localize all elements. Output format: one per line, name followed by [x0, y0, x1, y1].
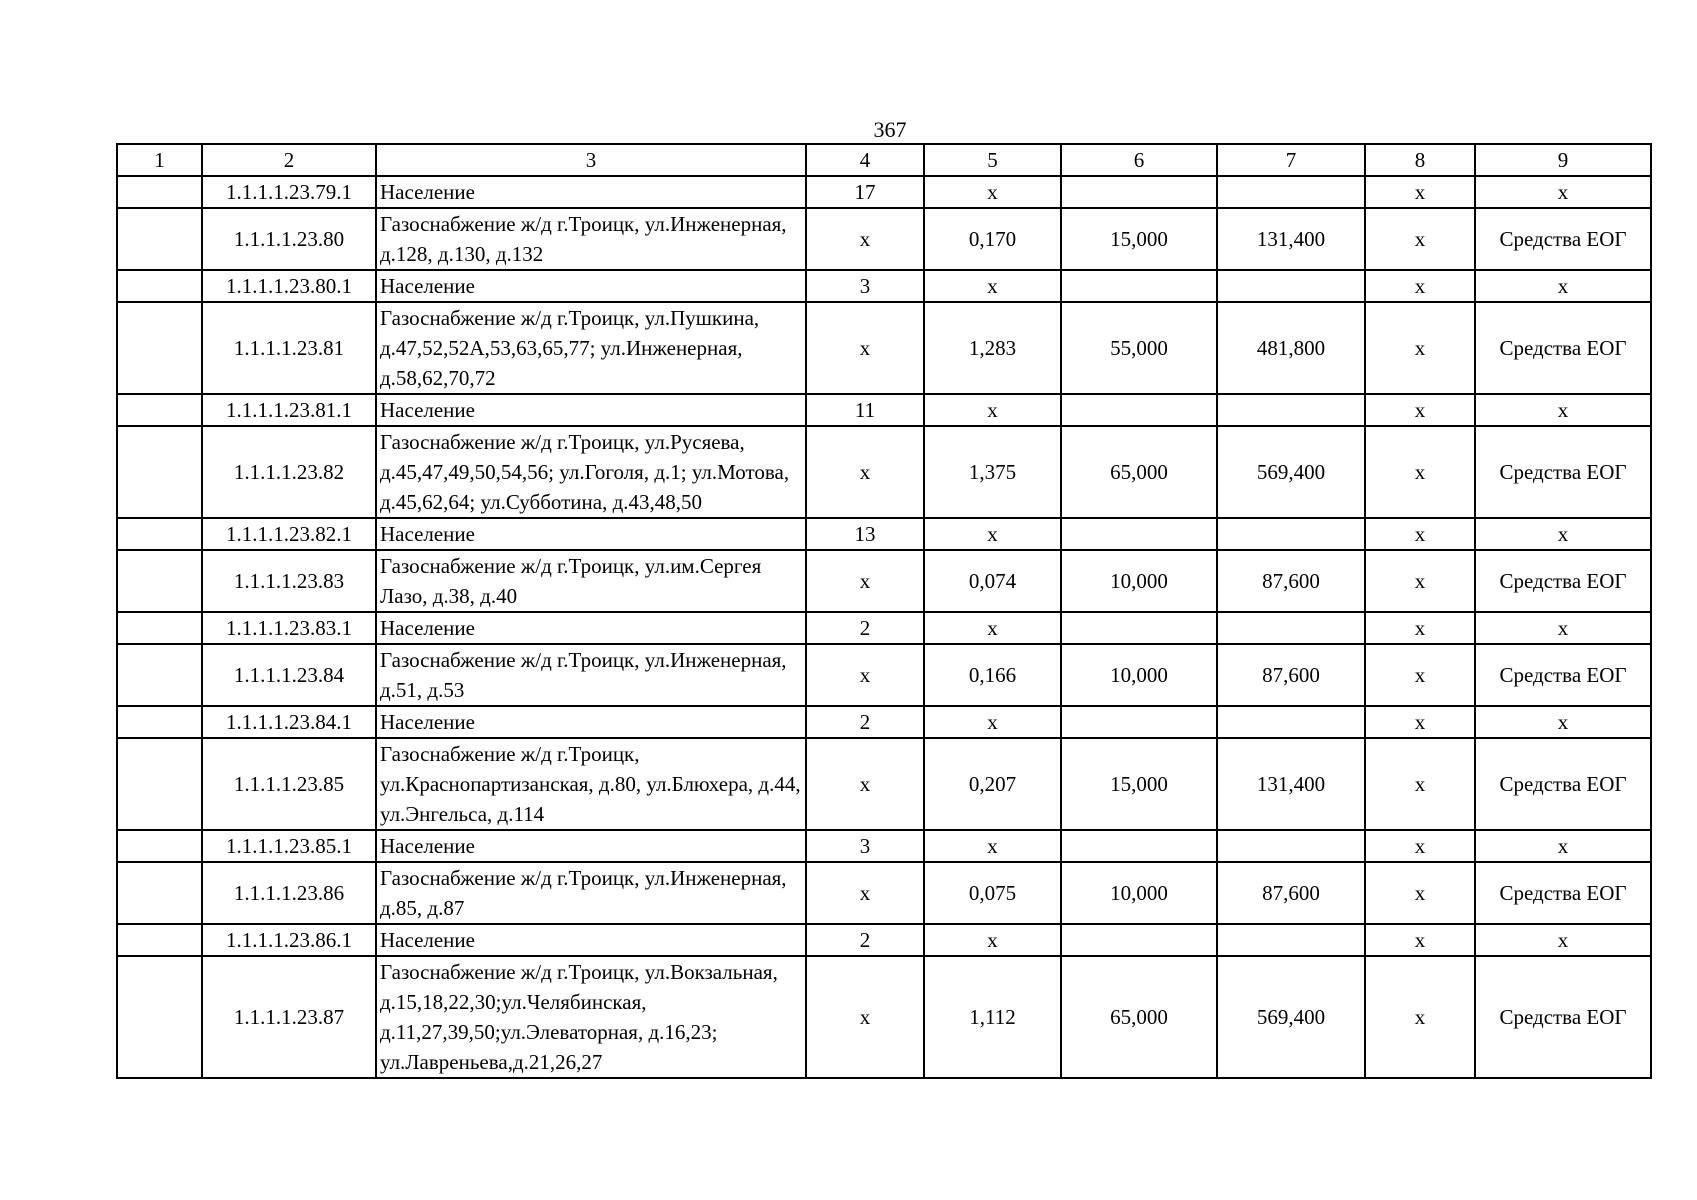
col4-cell: х: [806, 302, 924, 394]
col5-cell: х: [924, 270, 1061, 302]
header-cell: 3: [376, 144, 806, 176]
description-cell: Газоснабжение ж/д г.Троицк, ул.им.Сергея Лазо, д.38, д.40: [376, 550, 806, 612]
row-number-cell: [117, 706, 202, 738]
description-cell: Население: [376, 706, 806, 738]
description-cell: Население: [376, 924, 806, 956]
code-cell: 1.1.1.1.23.83.1: [202, 612, 376, 644]
funding-cell: х: [1475, 830, 1651, 862]
col8-cell: х: [1365, 956, 1475, 1078]
col5-cell: х: [924, 518, 1061, 550]
col7-cell: 87,600: [1217, 644, 1365, 706]
col6-cell: 65,000: [1061, 956, 1217, 1078]
col8-cell: х: [1365, 208, 1475, 270]
col7-cell: [1217, 924, 1365, 956]
code-cell: 1.1.1.1.23.80.1: [202, 270, 376, 302]
col6-cell: 65,000: [1061, 426, 1217, 518]
code-cell: 1.1.1.1.23.85.1: [202, 830, 376, 862]
table-row: [117, 394, 1651, 426]
table-row: [117, 270, 1651, 302]
col6-cell: [1061, 924, 1217, 956]
col4-cell: х: [806, 738, 924, 830]
code-cell: 1.1.1.1.23.84.1: [202, 706, 376, 738]
col6-cell: 15,000: [1061, 208, 1217, 270]
funding-cell: х: [1475, 270, 1651, 302]
col5-cell: х: [924, 612, 1061, 644]
table-row: [117, 612, 1651, 644]
col8-cell: х: [1365, 394, 1475, 426]
row-number-cell: [117, 738, 202, 830]
col8-cell: х: [1365, 302, 1475, 394]
col7-cell: [1217, 270, 1365, 302]
row-number-cell: [117, 830, 202, 862]
col6-cell: [1061, 270, 1217, 302]
header-row: [117, 144, 1651, 176]
col4-cell: 2: [806, 612, 924, 644]
col7-cell: 131,400: [1217, 738, 1365, 830]
description-cell: Население: [376, 830, 806, 862]
page-number: 367: [873, 117, 907, 142]
col6-cell: 10,000: [1061, 644, 1217, 706]
col4-cell: 3: [806, 270, 924, 302]
funding-cell: х: [1475, 706, 1651, 738]
col4-cell: х: [806, 644, 924, 706]
col7-cell: 569,400: [1217, 956, 1365, 1078]
col8-cell: х: [1365, 550, 1475, 612]
code-cell: 1.1.1.1.23.82: [202, 426, 376, 518]
col8-cell: х: [1365, 830, 1475, 862]
table-body: [117, 144, 1651, 1078]
table-row: [117, 924, 1651, 956]
col6-cell: 10,000: [1061, 550, 1217, 612]
description-cell: Население: [376, 394, 806, 426]
header-cell: 8: [1365, 144, 1475, 176]
col6-cell: 55,000: [1061, 302, 1217, 394]
col7-cell: 569,400: [1217, 426, 1365, 518]
row-number-cell: [117, 208, 202, 270]
table-row: [117, 956, 1651, 1078]
description-cell: Газоснабжение ж/д г.Троицк, ул.Вокзальная, д.15,18,22,30;ул.Челябинская, д.11,27,39,50;ул.Элеваторная, д.16,23; ул.Лавреньева,д.21,26,27: [376, 956, 806, 1078]
col7-cell: [1217, 830, 1365, 862]
col7-cell: [1217, 176, 1365, 208]
col5-cell: 0,075: [924, 862, 1061, 924]
code-cell: 1.1.1.1.23.83: [202, 550, 376, 612]
col5-cell: х: [924, 706, 1061, 738]
col6-cell: [1061, 176, 1217, 208]
col4-cell: х: [806, 862, 924, 924]
funding-cell: Средства ЕОГ: [1475, 302, 1651, 394]
header-cell: 1: [117, 144, 202, 176]
description-cell: Население: [376, 518, 806, 550]
col5-cell: х: [924, 830, 1061, 862]
row-number-cell: [117, 550, 202, 612]
row-number-cell: [117, 612, 202, 644]
col5-cell: х: [924, 924, 1061, 956]
description-cell: Население: [376, 270, 806, 302]
row-number-cell: [117, 394, 202, 426]
funding-cell: Средства ЕОГ: [1475, 738, 1651, 830]
description-cell: Газоснабжение ж/д г.Троицк, ул.Инженерная, д.51, д.53: [376, 644, 806, 706]
description-cell: Газоснабжение ж/д г.Троицк, ул.Краснопартизанская, д.80, ул.Блюхера, д.44, ул.Энгельса, д.114: [376, 738, 806, 830]
funding-cell: х: [1475, 394, 1651, 426]
funding-cell: Средства ЕОГ: [1475, 956, 1651, 1078]
description-cell: Население: [376, 176, 806, 208]
row-number-cell: [117, 924, 202, 956]
col7-cell: 131,400: [1217, 208, 1365, 270]
col6-cell: [1061, 518, 1217, 550]
col5-cell: х: [924, 176, 1061, 208]
col4-cell: 3: [806, 830, 924, 862]
col7-cell: 87,600: [1217, 550, 1365, 612]
col5-cell: 0,166: [924, 644, 1061, 706]
header-cell: 2: [202, 144, 376, 176]
header-cell: 9: [1475, 144, 1651, 176]
col5-cell: 0,074: [924, 550, 1061, 612]
col8-cell: х: [1365, 738, 1475, 830]
row-number-cell: [117, 644, 202, 706]
col8-cell: х: [1365, 612, 1475, 644]
code-cell: 1.1.1.1.23.79.1: [202, 176, 376, 208]
table-row: [117, 518, 1651, 550]
col8-cell: х: [1365, 270, 1475, 302]
description-cell: Газоснабжение ж/д г.Троицк, ул.Инженерная, д.128, д.130, д.132: [376, 208, 806, 270]
code-cell: 1.1.1.1.23.81.1: [202, 394, 376, 426]
row-number-cell: [117, 426, 202, 518]
data-table: [116, 143, 1652, 1079]
col4-cell: 2: [806, 924, 924, 956]
code-cell: 1.1.1.1.23.87: [202, 956, 376, 1078]
code-cell: 1.1.1.1.23.86.1: [202, 924, 376, 956]
col4-cell: 11: [806, 394, 924, 426]
col8-cell: х: [1365, 644, 1475, 706]
funding-cell: Средства ЕОГ: [1475, 644, 1651, 706]
col4-cell: 2: [806, 706, 924, 738]
description-cell: Газоснабжение ж/д г.Троицк, ул.Пушкина, д.47,52,52А,53,63,65,77; ул.Инженерная, д.58,62,70,72: [376, 302, 806, 394]
table-row: [117, 706, 1651, 738]
col4-cell: х: [806, 208, 924, 270]
col6-cell: [1061, 394, 1217, 426]
row-number-cell: [117, 518, 202, 550]
col8-cell: х: [1365, 518, 1475, 550]
col5-cell: 1,283: [924, 302, 1061, 394]
header-cell: 5: [924, 144, 1061, 176]
col7-cell: 481,800: [1217, 302, 1365, 394]
col5-cell: 1,375: [924, 426, 1061, 518]
col5-cell: 1,112: [924, 956, 1061, 1078]
col4-cell: х: [806, 956, 924, 1078]
col4-cell: 13: [806, 518, 924, 550]
description-cell: Газоснабжение ж/д г.Троицк, ул.Инженерная, д.85, д.87: [376, 862, 806, 924]
col6-cell: [1061, 612, 1217, 644]
funding-cell: Средства ЕОГ: [1475, 426, 1651, 518]
col6-cell: [1061, 706, 1217, 738]
funding-cell: х: [1475, 518, 1651, 550]
col8-cell: х: [1365, 706, 1475, 738]
header-cell: 7: [1217, 144, 1365, 176]
description-cell: Население: [376, 612, 806, 644]
funding-cell: Средства ЕОГ: [1475, 208, 1651, 270]
row-number-cell: [117, 302, 202, 394]
col7-cell: 87,600: [1217, 862, 1365, 924]
col7-cell: [1217, 706, 1365, 738]
table-row: [117, 208, 1651, 270]
funding-cell: х: [1475, 612, 1651, 644]
col7-cell: [1217, 518, 1365, 550]
code-cell: 1.1.1.1.23.82.1: [202, 518, 376, 550]
row-number-cell: [117, 956, 202, 1078]
table-row: [117, 862, 1651, 924]
funding-cell: Средства ЕОГ: [1475, 550, 1651, 612]
col5-cell: х: [924, 394, 1061, 426]
funding-cell: х: [1475, 924, 1651, 956]
funding-cell: Средства ЕОГ: [1475, 862, 1651, 924]
col6-cell: 15,000: [1061, 738, 1217, 830]
code-cell: 1.1.1.1.23.86: [202, 862, 376, 924]
col6-cell: 10,000: [1061, 862, 1217, 924]
col8-cell: х: [1365, 924, 1475, 956]
col8-cell: х: [1365, 862, 1475, 924]
table-row: [117, 550, 1651, 612]
col7-cell: [1217, 394, 1365, 426]
table-row: [117, 176, 1651, 208]
table-row: [117, 830, 1651, 862]
row-number-cell: [117, 270, 202, 302]
code-cell: 1.1.1.1.23.81: [202, 302, 376, 394]
table-row: [117, 302, 1651, 394]
table-row: [117, 644, 1651, 706]
col7-cell: [1217, 612, 1365, 644]
row-number-cell: [117, 862, 202, 924]
code-cell: 1.1.1.1.23.84: [202, 644, 376, 706]
col6-cell: [1061, 830, 1217, 862]
row-number-cell: [117, 176, 202, 208]
funding-cell: х: [1475, 176, 1651, 208]
col5-cell: 0,207: [924, 738, 1061, 830]
code-cell: 1.1.1.1.23.80: [202, 208, 376, 270]
header-cell: 6: [1061, 144, 1217, 176]
col8-cell: х: [1365, 426, 1475, 518]
code-cell: 1.1.1.1.23.85: [202, 738, 376, 830]
col8-cell: х: [1365, 176, 1475, 208]
description-cell: Газоснабжение ж/д г.Троицк, ул.Русяева, д.45,47,49,50,54,56; ул.Гоголя, д.1; ул.Мотова, д.45,62,64; ул.Субботина, д.43,48,50: [376, 426, 806, 518]
table-row: [117, 426, 1651, 518]
col4-cell: х: [806, 426, 924, 518]
col4-cell: х: [806, 550, 924, 612]
table-row: [117, 738, 1651, 830]
col4-cell: 17: [806, 176, 924, 208]
col5-cell: 0,170: [924, 208, 1061, 270]
header-cell: 4: [806, 144, 924, 176]
